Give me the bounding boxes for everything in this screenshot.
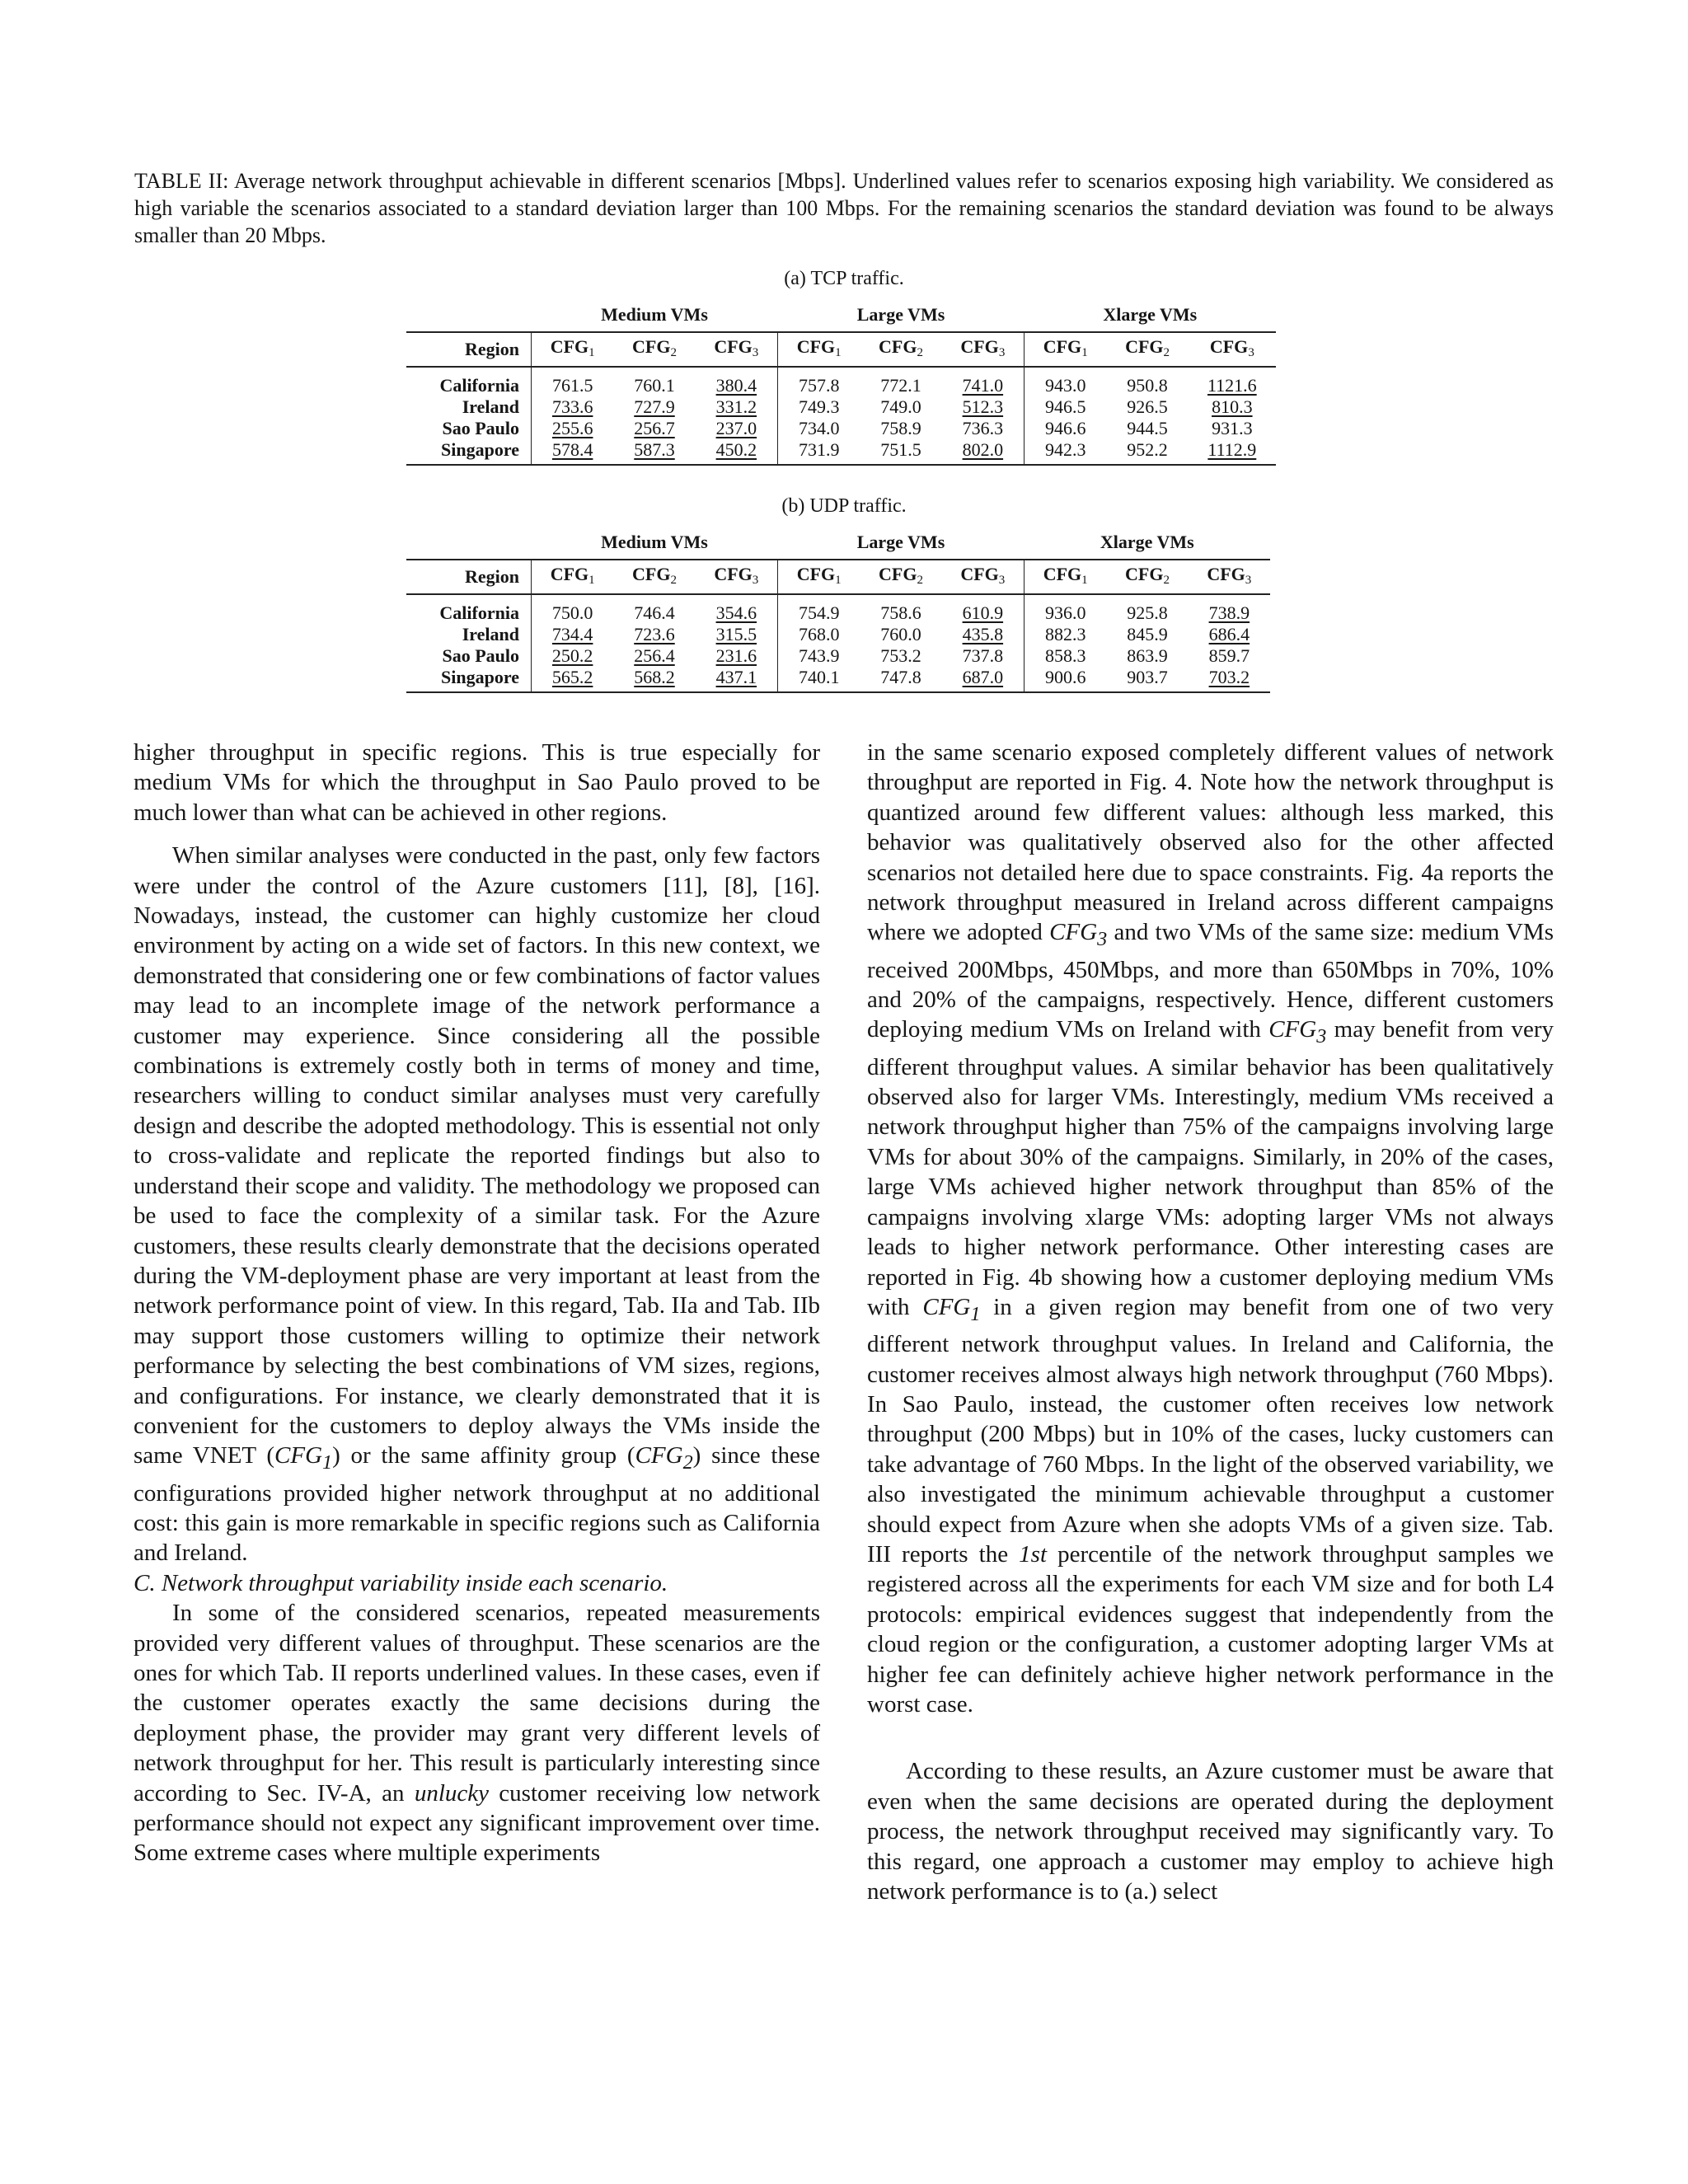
- throughput-cell: 768.0: [778, 624, 860, 645]
- throughput-cell: 943.0: [1025, 367, 1107, 396]
- throughput-cell: 753.2: [880, 645, 921, 666]
- table-row: [406, 624, 1270, 645]
- region-cell: Sao Paulo: [442, 418, 519, 438]
- throughput-cell: 587.3: [613, 439, 695, 465]
- cfg-column-header: $CFG_1$: [531, 560, 613, 594]
- math-cfg1: $CFG_1$: [274, 1442, 333, 1474]
- throughput-cell: 743.9: [778, 645, 860, 667]
- throughput-cell: 686.4: [1208, 624, 1250, 644]
- cfg-column-header: $CFG_1$: [532, 332, 614, 367]
- math-cfg3: $CFG_3$: [1049, 919, 1108, 951]
- region-cell: Ireland: [462, 396, 519, 417]
- throughput-cell: 747.8: [860, 667, 941, 692]
- throughput-cell: 250.2: [531, 645, 613, 667]
- tcp-subcaption: (a) TCP traffic.: [784, 268, 904, 289]
- throughput-cell: 380.4: [715, 375, 757, 396]
- cfg-column-header: $CFG_3$: [696, 560, 778, 594]
- group-header: Large VMs: [856, 304, 945, 325]
- math-cfg3: $CFG_3$: [1268, 1016, 1327, 1048]
- throughput-cell: 882.3: [1025, 624, 1107, 645]
- throughput-cell: 758.9: [880, 418, 921, 438]
- math-cfg2: $CFG_2$: [635, 1442, 693, 1474]
- paragraph: In some of the considered scenarios, repeated measurements provided very different values of throughput. These scenarios are the ones for which Tab. II reports underlined values. In these cases, even if the customer operates exactly the same decisions during the deployment phase, the provider may grant very different levels of network throughput for her. This result is particularly interesting since according to Sec. IV-A, an unlucky customer receiving low network performance should not expect any significant improvement over time. Some extreme cases where multiple experiments: [134, 1600, 821, 1867]
- throughput-cell: 863.9: [1127, 645, 1168, 666]
- group-header: Large VMs: [856, 532, 945, 552]
- throughput-cell: 936.0: [1025, 594, 1107, 624]
- table-row: [406, 645, 1270, 667]
- throughput-cell: 731.9: [778, 439, 860, 465]
- paragraph: higher throughput in specific regions. This is true especially for medium VMs for which the throughput in Sao Paulo proved to be much lower than what can be achieved in other regions.: [134, 739, 820, 826]
- cfg-column-header: $CFG_2$: [1106, 332, 1188, 367]
- throughput-cell: 231.6: [715, 645, 757, 666]
- throughput-cell: 703.2: [1189, 667, 1270, 692]
- throughput-cell: 952.2: [1106, 439, 1188, 465]
- throughput-cell: 450.2: [696, 439, 778, 465]
- cfg-column-header: $CFG_2$: [860, 560, 941, 594]
- throughput-cell: 931.3: [1212, 418, 1253, 438]
- throughput-cell: 749.3: [778, 396, 860, 418]
- region-cell: California: [439, 375, 519, 396]
- section-heading: C. Network throughput variability inside each scenario.: [134, 1569, 668, 1596]
- throughput-cell: 734.4: [531, 624, 613, 645]
- throughput-cell: 237.0: [715, 418, 757, 438]
- throughput-cell: 845.9: [1127, 624, 1168, 644]
- throughput-cell: 1112.9: [1189, 439, 1276, 465]
- cfg-column-header: $CFG_1$: [1025, 332, 1107, 367]
- throughput-cell: 950.8: [1127, 375, 1168, 396]
- cfg-column-header: $CFG_3$: [942, 332, 1025, 367]
- paragraph: in the same scenario exposed completely different values of network throughput are reported in Fig. 4. Note how the network throughput is quantized around few different values: although less marked, this behavior was qualitatively observed also for the other affected scenarios not detailed here due to space constraints. Fig. 4a reports the network throughput measured in Ireland across different campaigns where we adopted $CFG_3$ and two VMs of the same size: medium VMs received 200Mbps, 450Mbps, and more than 650Mbps in 70%, 10% and 20% of the campaigns, respectively. Hence, different customers deploying medium VMs on Ireland with $CFG_3$ may benefit from very different throughput values. A similar behavior has been qualitatively observed also for larger VMs. Interestingly, medium VMs received a network throughput higher than 75% of the campaigns involving large VMs for about 30% of the campaigns. Similarly, in 20% of the cases, large VMs achieved higher network throughput than 85% of the campaigns involving xlarge VMs: adopting larger VMs not always leads to higher network performance. Other interesting cases are reported in Fig. 4b showing how a customer deploying medium VMs with $CFG_1$ in a given region may benefit from one of two very different network throughput values. In Ireland and California, the customer receives almost always high network throughput (760 Mbps). In Sao Paulo, instead, the customer often receives low network throughput (200 Mbps) but in 10% of the cases, lucky customers can take advantage of 760 Mbps. In the light of the observed variability, we also investigated the minimum achievable throughput a customer should expect from Azure when she adopts VMs of a given size. Tab. III reports the 1st percentile of the network throughput samples we registered across all the experiments for each VM size and for both L4 protocols: empirical evidences suggest that independently from the cloud region or the configuration, a customer adopting larger VMs at higher fee can definitely achieve higher network performance in the worst case.: [867, 739, 1554, 1718]
- table-caption: TABLE II: Average network throughput achievable in different scenarios [Mbps]. Underlined values refer to scenarios exposing high variability. We considered as high variable the scenarios associated to a standard deviation larger than 100 Mbps. For the remaining scenarios the standard deviation was found to be always smaller than 20 Mbps.: [134, 169, 1554, 247]
- region-cell: California: [439, 602, 519, 623]
- cfg-column-header: $CFG_3$: [1189, 332, 1276, 367]
- throughput-cell: 810.3: [1212, 396, 1253, 417]
- throughput-cell: 900.6: [1025, 667, 1107, 692]
- throughput-cell: 858.3: [1025, 645, 1107, 667]
- paragraph: When similar analyses were conducted in the past, only few factors were under the control of the Azure customers [11], [8], [16]. Nowadays, instead, the customer can highly customize her cloud environment by acting on a wide set of factors. In this new context, we demonstrated that considering one or few combinations of factor values may lead to an incomplete image of the network performance a customer may experience. Since considering all the possible combinations is extremely costly both in terms of money and time, researchers willing to conduct similar analyses must very carefully design and describe the adopted methodology. This is essential not only to cross-validate and replicate the reported findings but also to understand their scope and validity. The methodology we proposed can be used to face the complexity of a similar task. For the Azure customers, these results clearly demonstrate that the decisions operated during the VM-deployment phase are very important at least from the network performance point of view. In this regard, Tab. IIa and Tab. IIb may support those customers willing to optimize their network performance by selecting the best combinations of VM sizes, regions, and configurations. For instance, we clearly demonstrated that it is convenient for the customers to deploy always the VMs inside the same VNET $(CFG_1)$ or the same affinity group $(CFG_2)$ since these configurations provided higher network throughput at no additional cost: this gain is more remarkable in specific regions such as California and Ireland.: [134, 842, 820, 1567]
- cfg-column-header: $CFG_3$: [696, 332, 778, 367]
- throughput-cell: 256.4: [634, 645, 675, 666]
- throughput-cell: 315.5: [715, 624, 757, 644]
- throughput-cell: 757.8: [778, 367, 860, 396]
- cfg-column-header: $CFG_3$: [942, 560, 1025, 594]
- table-row: [406, 439, 1276, 465]
- throughput-cell: 568.2: [613, 667, 695, 692]
- throughput-cell: 746.4: [634, 602, 675, 623]
- region-cell: Singapore: [406, 439, 532, 465]
- throughput-cell: 740.1: [778, 667, 860, 692]
- cfg-column-header: $CFG_1$: [778, 332, 860, 367]
- throughput-cell: 565.2: [531, 667, 613, 692]
- paragraph: According to these results, an Azure customer must be aware that even when the same decisions are operated during the deployment process, the network throughput received may significantly vary. To this regard, one approach a customer may employ to achieve high network performance is to (a.) select: [867, 1758, 1554, 1905]
- group-header: Medium VMs: [601, 304, 708, 325]
- throughput-cell: 760.0: [880, 624, 921, 644]
- throughput-cell: 723.6: [634, 624, 675, 644]
- throughput-cell: 802.0: [942, 439, 1025, 465]
- throughput-cell: 733.6: [532, 396, 614, 418]
- throughput-cell: 760.1: [634, 375, 675, 396]
- throughput-cell: 737.8: [962, 645, 1004, 666]
- throughput-cell: 942.3: [1025, 439, 1107, 465]
- throughput-cell: 610.9: [962, 602, 1004, 623]
- throughput-cell: 437.1: [696, 667, 778, 692]
- table-row: [406, 367, 1276, 396]
- throughput-cell: 903.7: [1106, 667, 1188, 692]
- throughput-cell: 736.3: [962, 418, 1004, 438]
- throughput-cell: 435.8: [962, 624, 1004, 644]
- table-row: [406, 396, 1276, 418]
- table-row: [406, 667, 1270, 692]
- group-header: Xlarge VMs: [1103, 304, 1198, 325]
- table-row: [406, 418, 1276, 439]
- throughput-cell: 758.6: [880, 602, 921, 623]
- throughput-cell: 738.9: [1208, 602, 1250, 623]
- throughput-cell: 687.0: [942, 667, 1025, 692]
- math-cfg1: $CFG_1$: [922, 1293, 981, 1325]
- math-percentile: 1st: [1019, 1540, 1048, 1568]
- cfg-column-header: $CFG_1$: [1025, 560, 1107, 594]
- cfg-column-header: $CFG_2$: [613, 560, 695, 594]
- region-cell: Ireland: [462, 624, 519, 644]
- throughput-cell: 925.8: [1127, 602, 1168, 623]
- throughput-cell: 734.0: [778, 418, 860, 439]
- cfg-column-header: $CFG_2$: [613, 332, 695, 367]
- throughput-cell: 727.9: [634, 396, 675, 417]
- cfg-column-header: $CFG_3$: [1189, 560, 1270, 594]
- right-text-column: [867, 738, 1554, 1906]
- throughput-cell: 255.6: [532, 418, 614, 439]
- cfg-column-header: $CFG_2$: [1106, 560, 1188, 594]
- region-cell: Singapore: [406, 667, 531, 692]
- region-column-header: Region: [406, 332, 532, 367]
- region-column-header: Region: [406, 560, 531, 594]
- throughput-cell: 772.1: [880, 375, 921, 396]
- throughput-cell: 751.5: [860, 439, 941, 465]
- throughput-cell: 944.5: [1127, 418, 1168, 438]
- throughput-cell: 754.9: [778, 594, 860, 624]
- throughput-cell: 750.0: [531, 594, 613, 624]
- throughput-cell: 749.0: [880, 396, 921, 417]
- group-header: Xlarge VMs: [1100, 532, 1194, 552]
- udp-subcaption: (b) UDP traffic.: [781, 495, 907, 517]
- cfg-column-header: $CFG_1$: [778, 560, 860, 594]
- left-text-column: [134, 738, 820, 1868]
- udp-throughput-table: [406, 526, 1270, 693]
- throughput-cell: 946.6: [1025, 418, 1107, 439]
- throughput-cell: 741.0: [962, 375, 1004, 396]
- throughput-cell: 926.5: [1127, 396, 1168, 417]
- cfg-column-header: $CFG_2$: [860, 332, 941, 367]
- region-cell: Sao Paulo: [442, 645, 519, 666]
- throughput-cell: 946.5: [1025, 396, 1107, 418]
- throughput-cell: 512.3: [962, 396, 1004, 417]
- throughput-cell: 1121.6: [1207, 375, 1257, 396]
- throughput-cell: 354.6: [715, 602, 757, 623]
- group-header: Medium VMs: [601, 532, 708, 552]
- tcp-throughput-table: [406, 298, 1276, 466]
- throughput-cell: 578.4: [532, 439, 614, 465]
- table-row: [406, 594, 1270, 624]
- throughput-cell: 859.7: [1208, 645, 1250, 666]
- throughput-cell: 331.2: [715, 396, 757, 417]
- throughput-cell: 256.7: [634, 418, 675, 438]
- throughput-cell: 761.5: [532, 367, 614, 396]
